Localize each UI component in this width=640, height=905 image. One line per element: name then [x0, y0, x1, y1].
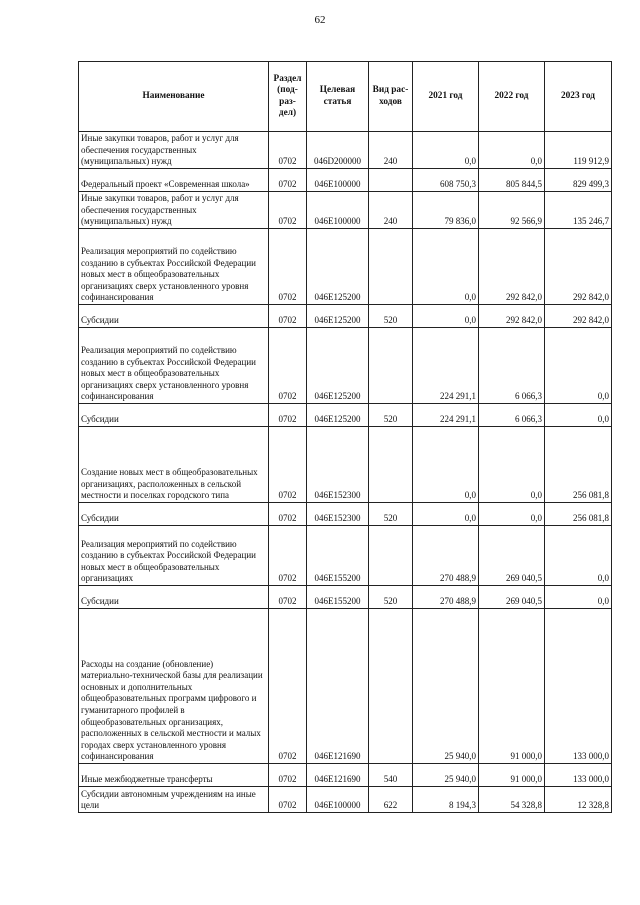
- row-name-cell: Реализация мероприятий по содействию созданию в субъектах Российской Федерации новых мест в общеобразовательных организациях сверх установленного уровня софинансирования: [79, 328, 269, 404]
- row-target-cell: 046E125200: [307, 229, 369, 305]
- row-section-cell: 0702: [269, 427, 307, 503]
- row-2021-cell: 0,0: [413, 229, 479, 305]
- row-expense-type-cell: 520: [369, 586, 413, 609]
- row-expense-type-cell: 240: [369, 192, 413, 229]
- column-header-section: Раздел (под-раз-дел): [269, 62, 307, 132]
- row-2023-cell: 829 499,3: [545, 169, 612, 192]
- row-name-cell: Федеральный проект «Современная школа»: [79, 169, 269, 192]
- row-2022-cell: 269 040,5: [479, 586, 545, 609]
- column-header-2021: 2021 год: [413, 62, 479, 132]
- row-target-cell: 046E125200: [307, 305, 369, 328]
- table-row: [79, 328, 612, 404]
- row-target-cell: 046E155200: [307, 526, 369, 586]
- row-section-cell: 0702: [269, 787, 307, 813]
- row-2023-cell: 0,0: [545, 526, 612, 586]
- row-2021-cell: 270 488,9: [413, 526, 479, 586]
- row-target-cell: 046D200000: [307, 132, 369, 169]
- row-2023-cell: 135 246,7: [545, 192, 612, 229]
- row-expense-type-cell: [369, 427, 413, 503]
- row-name-cell: Расходы на создание (обновление) материально-технической базы для реализации основных и дополнительных общеобразовательных программ цифрового и гуманитарного профилей в общеобразовательных организациях, расположенных в сельской местности и малых городах сверх установленного уровня софинансирования: [79, 609, 269, 764]
- row-section-cell: 0702: [269, 229, 307, 305]
- column-header-2023: 2023 год: [545, 62, 612, 132]
- row-target-cell: 046E100000: [307, 787, 369, 813]
- row-2022-cell: 269 040,5: [479, 526, 545, 586]
- row-name-cell: Субсидии: [79, 404, 269, 427]
- row-name-cell: Субсидии автономным учреждениям на иные цели: [79, 787, 269, 813]
- column-header-name: Наименование: [79, 62, 269, 132]
- row-target-cell: 046E125200: [307, 328, 369, 404]
- table-row: [79, 169, 612, 192]
- row-2022-cell: 91 000,0: [479, 609, 545, 764]
- row-2022-cell: 292 842,0: [479, 229, 545, 305]
- row-2021-cell: 608 750,3: [413, 169, 479, 192]
- row-2023-cell: 256 081,8: [545, 427, 612, 503]
- row-target-cell: 046E100000: [307, 192, 369, 229]
- row-2021-cell: 25 940,0: [413, 609, 479, 764]
- row-section-cell: 0702: [269, 192, 307, 229]
- row-2021-cell: 79 836,0: [413, 192, 479, 229]
- row-name-cell: Реализация мероприятий по содействию созданию в субъектах Российской Федерации новых мест в общеобразовательных организациях: [79, 526, 269, 586]
- row-2023-cell: 0,0: [545, 586, 612, 609]
- table-row: [79, 526, 612, 586]
- budget-table: [78, 61, 612, 813]
- table-row: [79, 609, 612, 764]
- row-2021-cell: 224 291,1: [413, 328, 479, 404]
- table-row: [79, 305, 612, 328]
- row-2023-cell: 292 842,0: [545, 305, 612, 328]
- row-2022-cell: 92 566,9: [479, 192, 545, 229]
- column-header-expense-type: Вид рас-ходов: [369, 62, 413, 132]
- table-row: [79, 404, 612, 427]
- row-target-cell: 046E152300: [307, 503, 369, 526]
- row-2021-cell: 224 291,1: [413, 404, 479, 427]
- row-2022-cell: 0,0: [479, 132, 545, 169]
- row-2022-cell: 6 066,3: [479, 404, 545, 427]
- row-section-cell: 0702: [269, 764, 307, 787]
- row-expense-type-cell: 520: [369, 503, 413, 526]
- row-expense-type-cell: [369, 328, 413, 404]
- row-2022-cell: 54 328,8: [479, 787, 545, 813]
- row-expense-type-cell: 240: [369, 132, 413, 169]
- row-2022-cell: 6 066,3: [479, 328, 545, 404]
- row-target-cell: 046E152300: [307, 427, 369, 503]
- row-2023-cell: 133 000,0: [545, 609, 612, 764]
- table-body: [79, 132, 612, 813]
- row-2023-cell: 133 000,0: [545, 764, 612, 787]
- row-2022-cell: 292 842,0: [479, 305, 545, 328]
- row-name-cell: Иные закупки товаров, работ и услуг для обеспечения государственных (муниципальных) нужд: [79, 192, 269, 229]
- row-name-cell: Иные межбюджетные трансферты: [79, 764, 269, 787]
- row-target-cell: 046E121690: [307, 609, 369, 764]
- row-2021-cell: 0,0: [413, 132, 479, 169]
- page-number: 62: [314, 14, 326, 26]
- row-2021-cell: 0,0: [413, 427, 479, 503]
- table-row: [79, 132, 612, 169]
- row-name-cell: Субсидии: [79, 305, 269, 328]
- row-2021-cell: 0,0: [413, 305, 479, 328]
- row-2021-cell: 270 488,9: [413, 586, 479, 609]
- table-row: [79, 586, 612, 609]
- table-row: [79, 503, 612, 526]
- row-section-cell: 0702: [269, 132, 307, 169]
- row-section-cell: 0702: [269, 503, 307, 526]
- column-header-target: Целевая статья: [307, 62, 369, 132]
- row-target-cell: 046E125200: [307, 404, 369, 427]
- table-row: [79, 787, 612, 813]
- row-section-cell: 0702: [269, 305, 307, 328]
- row-name-cell: Субсидии: [79, 503, 269, 526]
- row-target-cell: 046E155200: [307, 586, 369, 609]
- table-header-row: [79, 62, 612, 132]
- row-2021-cell: 25 940,0: [413, 764, 479, 787]
- row-expense-type-cell: 622: [369, 787, 413, 813]
- table-row: [79, 764, 612, 787]
- row-2023-cell: 256 081,8: [545, 503, 612, 526]
- row-expense-type-cell: [369, 609, 413, 764]
- row-expense-type-cell: [369, 229, 413, 305]
- row-2022-cell: 0,0: [479, 427, 545, 503]
- row-expense-type-cell: 540: [369, 764, 413, 787]
- row-name-cell: Иные закупки товаров, работ и услуг для обеспечения государственных (муниципальных) нужд: [79, 132, 269, 169]
- row-expense-type-cell: [369, 169, 413, 192]
- row-name-cell: Реализация мероприятий по содействию созданию в субъектах Российской Федерации новых мест в общеобразовательных организациях сверх установленного уровня софинансирования: [79, 229, 269, 305]
- row-2021-cell: 0,0: [413, 503, 479, 526]
- row-expense-type-cell: 520: [369, 404, 413, 427]
- column-header-2022: 2022 год: [479, 62, 545, 132]
- row-2023-cell: 119 912,9: [545, 132, 612, 169]
- row-section-cell: 0702: [269, 586, 307, 609]
- table-row: [79, 192, 612, 229]
- row-target-cell: 046E121690: [307, 764, 369, 787]
- row-2023-cell: 0,0: [545, 404, 612, 427]
- row-2023-cell: 0,0: [545, 328, 612, 404]
- row-name-cell: Создание новых мест в общеобразовательных организациях, расположенных в сельской местности и поселках городского типа: [79, 427, 269, 503]
- row-2021-cell: 8 194,3: [413, 787, 479, 813]
- row-2022-cell: 91 000,0: [479, 764, 545, 787]
- table-row: [79, 427, 612, 503]
- row-section-cell: 0702: [269, 169, 307, 192]
- row-expense-type-cell: [369, 526, 413, 586]
- row-expense-type-cell: 520: [369, 305, 413, 328]
- table-row: [79, 229, 612, 305]
- row-name-cell: Субсидии: [79, 586, 269, 609]
- row-section-cell: 0702: [269, 404, 307, 427]
- row-2022-cell: 0,0: [479, 503, 545, 526]
- row-section-cell: 0702: [269, 609, 307, 764]
- row-2023-cell: 292 842,0: [545, 229, 612, 305]
- row-section-cell: 0702: [269, 328, 307, 404]
- row-target-cell: 046E100000: [307, 169, 369, 192]
- row-2023-cell: 12 328,8: [545, 787, 612, 813]
- row-2022-cell: 805 844,5: [479, 169, 545, 192]
- row-section-cell: 0702: [269, 526, 307, 586]
